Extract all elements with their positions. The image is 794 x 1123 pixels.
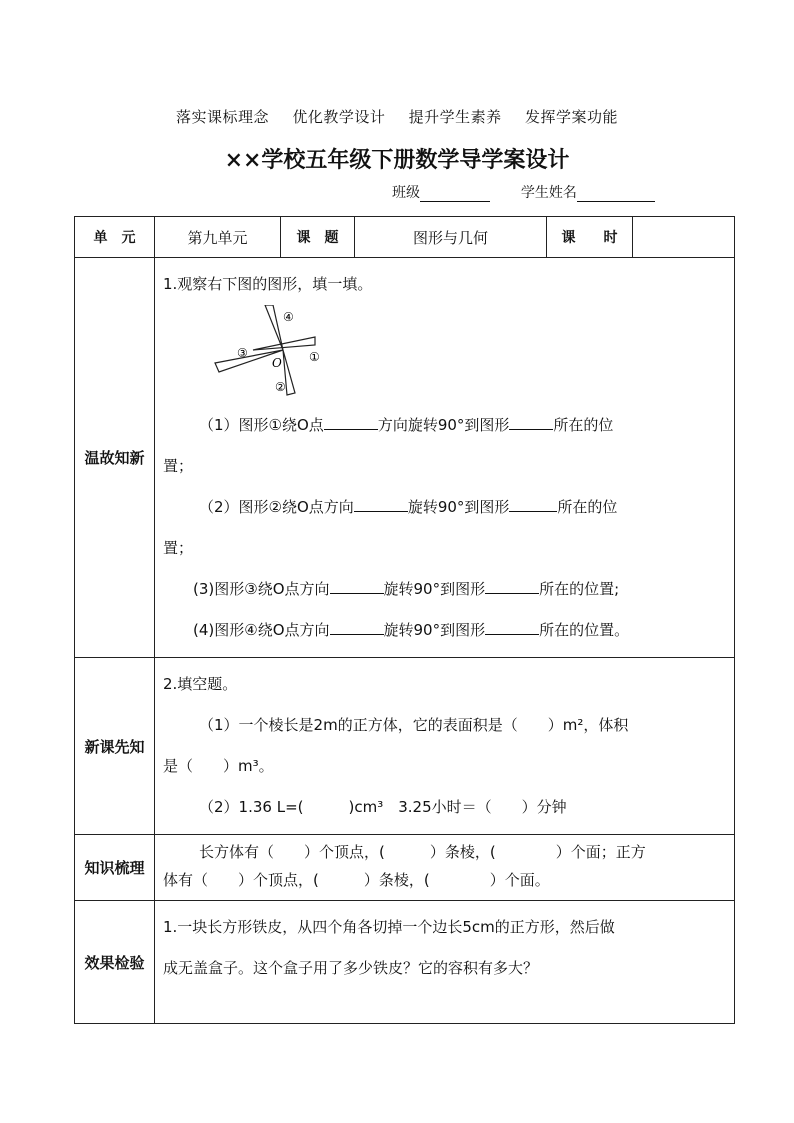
check-label: 效果检验 [75, 901, 155, 1024]
answer-blank[interactable] [354, 493, 408, 512]
slogan-line [0, 106, 794, 127]
class-label: 班级 [392, 185, 420, 201]
figure-label-four: ④ [283, 310, 294, 324]
review-label: 温故知新 [75, 258, 155, 658]
student-name-blank[interactable] [577, 185, 655, 202]
figure-label-three: ③ [237, 346, 248, 360]
summary-line-2: 体有（ ）个顶点，( ）条棱，( ）个面。 [163, 871, 550, 889]
summary-content [155, 835, 735, 901]
figure-label-two: ② [275, 380, 286, 394]
review-question-2: （2）图形②绕O点方向 旋转90°到图形 所在的位 [163, 487, 726, 528]
new-lesson-row [75, 658, 735, 835]
unit-value: 第九单元 [155, 217, 281, 258]
check-row [75, 901, 735, 1024]
slogan-item: 落实课标理念 [176, 108, 270, 126]
student-name-label: 学生姓名 [520, 185, 577, 201]
student-info-fields [392, 182, 655, 202]
lesson-plan-table [74, 216, 735, 1024]
answer-blank[interactable] [509, 493, 557, 512]
answer-blank[interactable] [509, 411, 553, 430]
new-lesson-line-1: （1）一个棱长是2m的正方体，它的表面积是（ ）m²，体积 [199, 716, 629, 734]
review-question-1-cont: 置； [163, 457, 194, 475]
summary-label: 知识梳理 [75, 835, 155, 901]
header-row [75, 217, 735, 258]
new-lesson-line-2: 是（ ）m³。 [163, 757, 274, 775]
slogan-item: 提升学生素养 [408, 108, 502, 126]
rotation-figure [163, 305, 726, 397]
review-content [155, 258, 735, 658]
new-lesson-line-3: （2）1.36 L=( )cm³ 3.25小时＝（ ）分钟 [199, 798, 567, 816]
summary-line-1: 长方体有（ ）个顶点，( ）条棱，( ）个面；正方 [199, 843, 646, 861]
new-lesson-intro: 2.填空题。 [163, 675, 238, 693]
summary-row [75, 835, 735, 901]
answer-blank[interactable] [330, 616, 384, 635]
new-lesson-content [155, 658, 735, 835]
class-blank[interactable] [420, 185, 490, 202]
check-content [155, 901, 735, 1024]
review-question-3: (3)图形③绕O点方向 旋转90°到图形 所在的位置; [163, 569, 726, 610]
slogan-item: 发挥学案功能 [524, 108, 618, 126]
period-value[interactable] [633, 217, 735, 258]
review-row [75, 258, 735, 658]
slogan-item: 优化教学设计 [292, 108, 386, 126]
review-question-2-cont: 置； [163, 539, 194, 557]
figure-label-one: ① [309, 350, 320, 364]
figure-center-label: O [272, 356, 282, 370]
answer-blank[interactable] [330, 575, 384, 594]
new-lesson-label: 新课先知 [75, 658, 155, 835]
review-question-1: （1）图形①绕O点 方向旋转90°到图形 所在的位 [163, 405, 726, 446]
pinwheel-diagram [195, 305, 335, 397]
topic-label: 课 题 [281, 217, 355, 258]
answer-blank[interactable] [324, 411, 378, 430]
period-label: 课 时 [547, 217, 633, 258]
page-title: ××学校五年级下册数学导学案设计 [224, 147, 570, 173]
review-question-4: (4)图形④绕O点方向 旋转90°到图形 所在的位置。 [163, 610, 726, 651]
unit-label: 单 元 [75, 217, 155, 258]
check-line-1: 1.一块长方形铁皮，从四个角各切掉一个边长5cm的正方形，然后做 [163, 918, 615, 936]
answer-blank[interactable] [485, 616, 539, 635]
topic-value: 图形与几何 [355, 217, 547, 258]
answer-blank[interactable] [485, 575, 539, 594]
review-intro: 1.观察右下图的图形，填一填。 [163, 275, 373, 293]
check-line-2: 成无盖盒子。这个盒子用了多少铁皮？它的容积有多大？ [163, 959, 539, 977]
